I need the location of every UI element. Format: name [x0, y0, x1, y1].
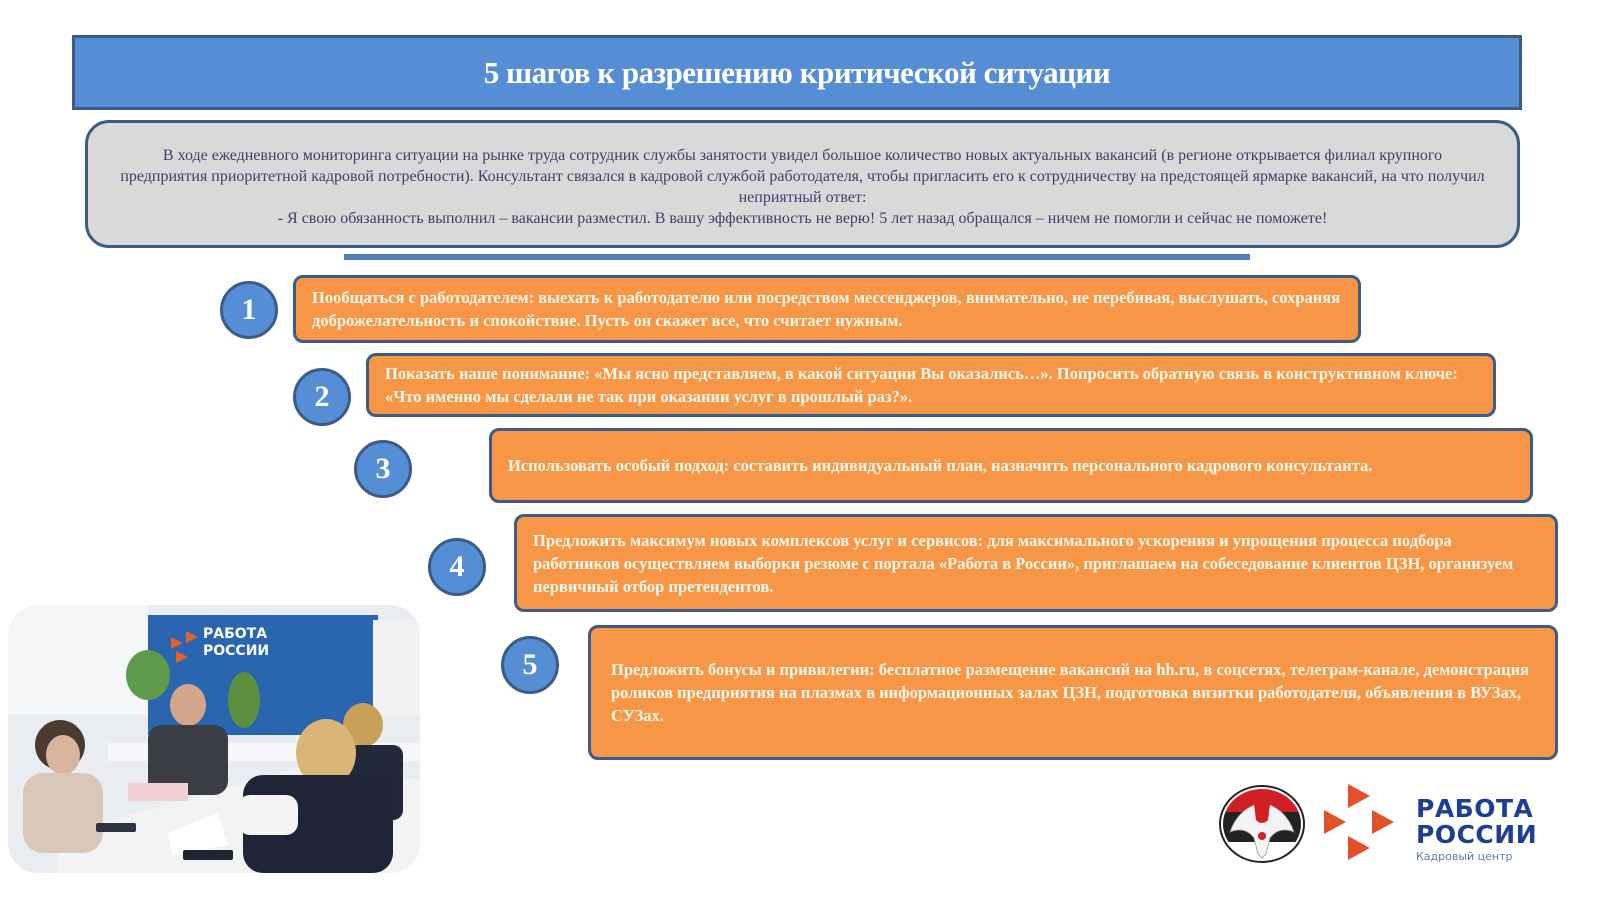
step-number-3	[354, 440, 412, 498]
slide-title: 5 шагов к разрешению критической ситуации	[483, 54, 1111, 90]
divider-line	[344, 254, 1250, 260]
situation-description	[85, 120, 1520, 248]
step-number-4	[428, 538, 486, 596]
step-number-label: 2	[314, 380, 330, 413]
wall-sign-line1: РАБОТА	[203, 626, 268, 642]
step-card-2	[366, 353, 1496, 417]
step-number-label: 5	[522, 648, 538, 681]
step-number-label: 1	[241, 293, 257, 326]
step-number-label: 4	[449, 550, 465, 583]
brand-name-line1: РАБОТА	[1416, 794, 1534, 823]
step-text: Показать наше понимание: «Мы ясно представляем, в какой ситуации Вы оказались…». Попросить обратную связь в конструктивном ключе: «Что именно мы сделали не так при оказании услуг в прошлый раз?».	[385, 364, 1458, 406]
employer-quote: - Я свою обязанность выполнил – вакансии разместил. В вашу эффективность не верю! 5 лет назад обращался – ничем не помогли и сейчас не поможете!	[277, 210, 1328, 227]
rabota-rossii-logo	[1320, 780, 1550, 870]
step-card-1	[293, 275, 1361, 343]
step-text: Предложить максимум новых комплексов услуг и сервисов: для максимального ускорения и упрощения процесса подбора работников осуществляем выборки резюме с портала «Работа в России», приглашаем на собеседование клиентов ЦЗН, организуем первичный отбор претендентов.	[533, 530, 1514, 596]
step-card-4	[514, 514, 1558, 612]
step-number-2	[293, 368, 351, 426]
wall-sign-line2: РОССИИ	[203, 643, 270, 659]
step-text: Пообщаться с работодателем: выехать к работодателю или посредством мессенджеров, внимательно, не перебивая, выслушать, сохраняя доброжелательность и спокойствие. Пусть он скажет все, что считает нужным.	[312, 288, 1341, 330]
brand-subtitle: Кадровый центр	[1416, 850, 1513, 863]
step-card-3	[489, 428, 1533, 503]
step-card-5	[588, 625, 1558, 760]
step-text: Использовать особый подход: составить индивидуальный план, назначить персонального кадрового консультанта.	[508, 456, 1373, 475]
meeting-photo	[8, 605, 420, 873]
step-number-label: 3	[375, 452, 391, 485]
step-number-5	[501, 636, 559, 694]
title-banner	[72, 35, 1522, 110]
udmurtia-emblem-logo	[1218, 784, 1306, 864]
situation-text: В ходе ежедневного мониторинга ситуации на рынке труда сотрудник службы занятости увидел большое количество новых актуальных вакансий (в регионе открывается филиал крупного предприятия приоритетной кадровой потребности). Консультант связался в кадровой службой работодателя, чтобы пригласить его к сотрудничеству на предстоящей ярмарке вакансий, на что получил неприятный ответ:	[120, 147, 1485, 206]
brand-name-line2: РОССИИ	[1416, 820, 1538, 849]
step-number-1	[220, 281, 278, 339]
step-text: Предложить бонусы и привилегии: бесплатное размещение вакансий на hh.ru, в соцсетях, телеграм-канале, демонстрация роликов предприятия на плазмах в информационных залах ЦЗН, подготовка визитки работодателя, объявления в ВУЗах, СУЗах.	[611, 660, 1530, 725]
